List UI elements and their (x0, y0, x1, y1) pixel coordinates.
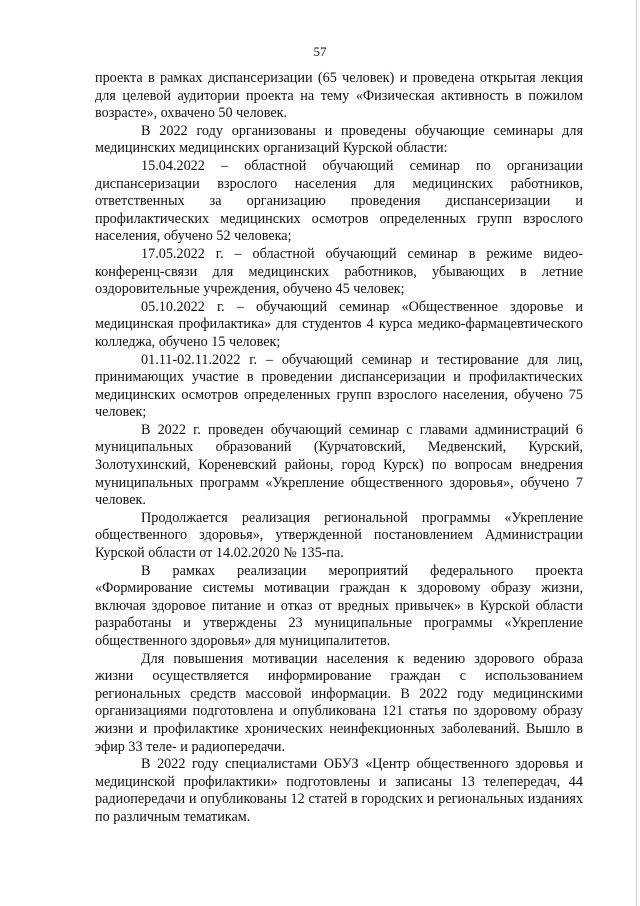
paragraph-8: Продолжается реализация региональной программы «Укрепление общественного здоровья», утвержденной постановлением Администрации Курской области от 14.02.2020 № 135-па. (95, 509, 583, 562)
page-edge (636, 0, 637, 906)
body-text (95, 70, 583, 827)
paragraph-10: Для повышения мотивации населения к ведению здорового образа жизни осуществляется информирование граждан с использованием региональных средств массовой информации. В 2022 году медицинскими организациями подготовлена и опубликована 121 статья по здоровому образу жизни и профилактике хронических неинфекционных заболеваний. Вышло в эфир 33 теле- и радиопередачи. (95, 650, 583, 755)
paragraph-4: 17.05.2022 г. – областной обучающий семинар в режиме видео-конференц-связи для медицинских работников, убывающих в летние оздоровительные учреждения, обучено 45 человек; (95, 245, 583, 298)
paragraph-6: 01.11-02.11.2022 г. – обучающий семинар и тестирование для лиц, принимающих участие в проведении диспансеризации и профилактических медицинских осмотров определенных групп взрослого населения, обучено 75 человек; (95, 351, 583, 421)
paragraph-9: В рамках реализации мероприятий федерального проекта «Формирование системы мотивации граждан к здоровому образу жизни, включая здоровое питание и отказ от вредных привычек» в Курской области разработаны и утверждены 23 муниципальные программы «Укрепление общественного здоровья» для муниципалитетов. (95, 562, 583, 649)
paragraph-2: В 2022 году организованы и проведены обучающие семинары для медицинских медицинских организаций Курской области: (95, 122, 583, 157)
paragraph-1: проекта в рамках диспансеризации (65 человек) и проведена открытая лекция для целевой аудитории проекта на тему «Физическая активность в пожилом возрасте», охвачено 50 человек. (95, 70, 583, 122)
paragraph-7: В 2022 г. проведен обучающий семинар с главами администраций 6 муниципальных образований (Курчатовский, Медвенский, Курский, Золотухинский, Кореневский районы, город Курск) по вопросам внедрения муниципальных программ «Укрепление общественного здоровья», обучено 7 человек. (95, 421, 583, 509)
paragraph-5: 05.10.2022 г. – обучающий семинар «Общественное здоровье и медицинская профилактика» для студентов 4 курса медико-фармацевтического колледжа, обучено 15 человек; (95, 298, 583, 350)
paragraph-3: 15.04.2022 – областной обучающий семинар по организации диспансеризации взрослого населения для медицинских работников, ответственных за организацию проведения диспансеризации и профилактических медицинских осмотров определенных групп взрослого населения, обучено 52 человека; (95, 157, 583, 245)
paragraph-11: В 2022 году специалистами ОБУЗ «Центр общественного здоровья и медицинской профилактики» подготовлены и записаны 13 телепередач, 44 радиопередачи и опубликованы 12 статей в городских и региональных изданиях по различным тематикам. (95, 756, 583, 825)
page-number: 57 (313, 44, 327, 59)
